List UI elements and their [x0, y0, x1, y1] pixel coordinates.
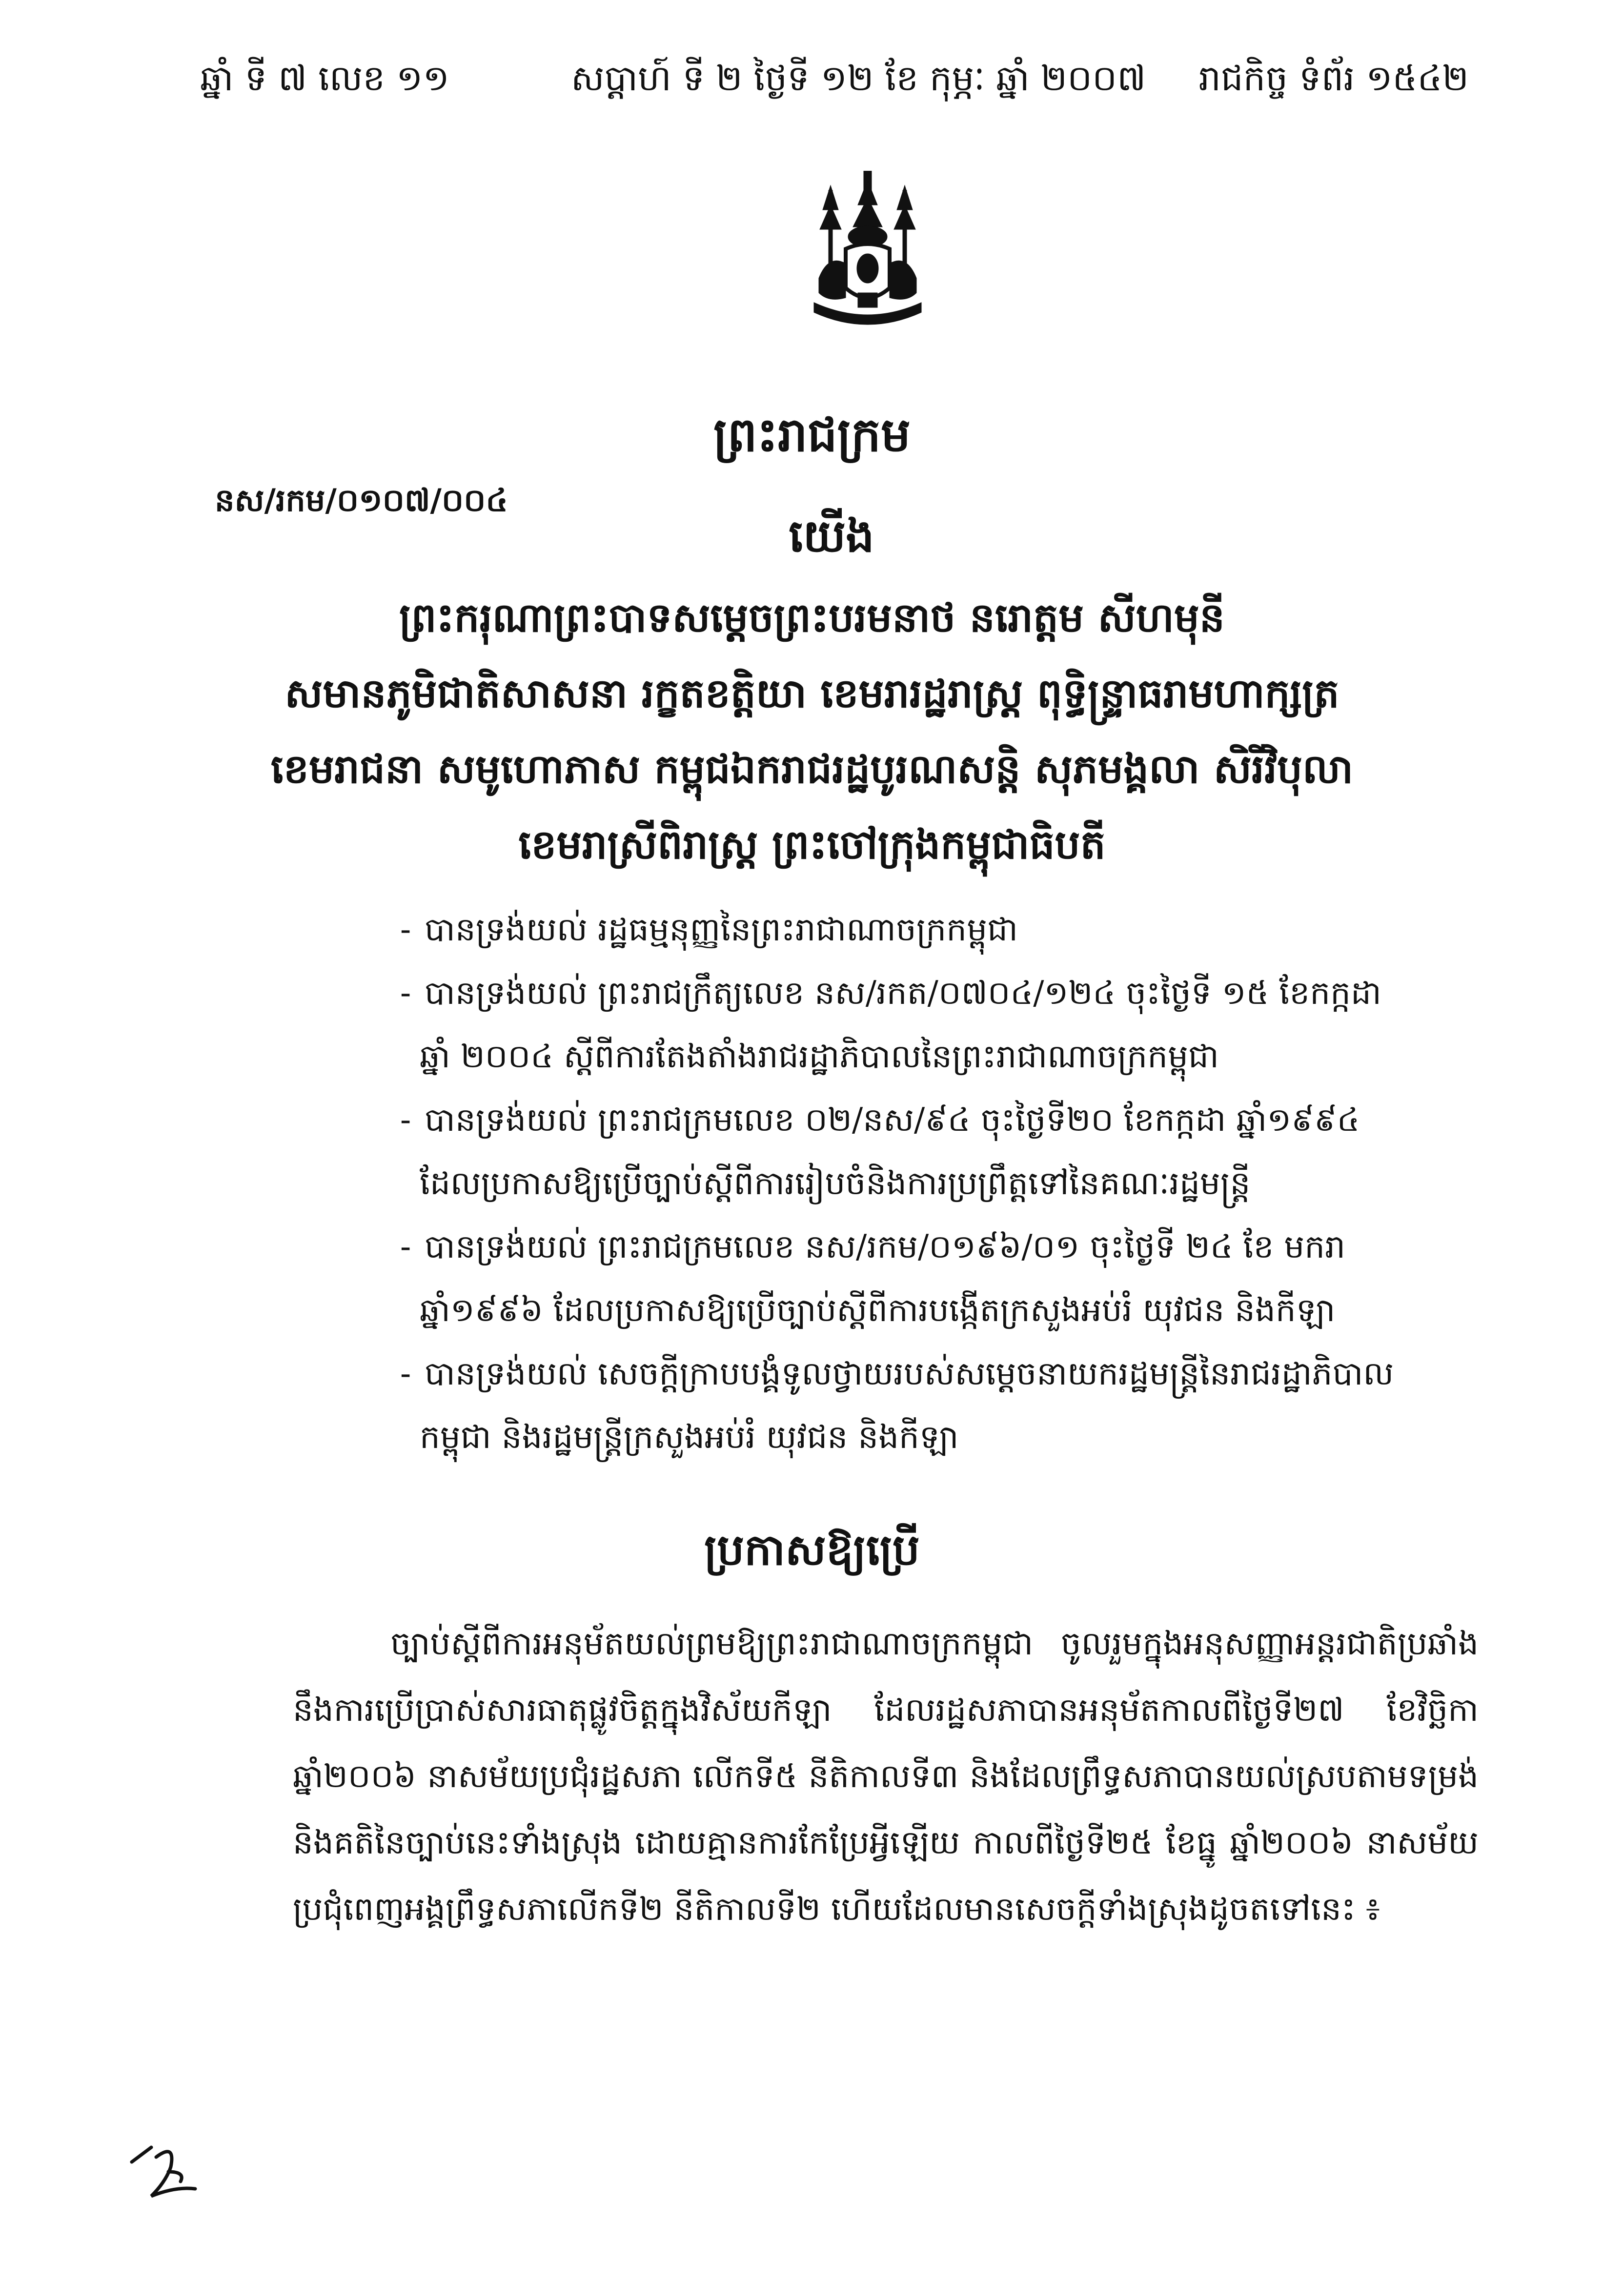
- consideration-continuation: ឆ្នាំ ២០០៤ ស្តីពីការតែងតាំងរាជរដ្ឋាភិបាលនៃព្រះរាជាណាចក្រកម្ពុជា: [420, 1038, 1219, 1075]
- king-title-line: ព្រះករុណាព្រះបាទសម្តេចព្រះបរមនាថ នរោត្តម សីហមុនី: [399, 594, 1225, 641]
- list-dash: -: [400, 911, 411, 948]
- consideration-item: [400, 1088, 1479, 1215]
- consideration-line: បានទ្រង់យល់ រដ្ឋធម្មនុញ្ញនៃព្រះរាជាណាចក្រកម្ពុជា: [425, 911, 1018, 948]
- considerations-list: [400, 898, 1479, 1469]
- king-title-line: សមានភូមិជាតិសាសនា រក្ខតខត្តិយា ខេមរារដ្ឋរាស្ត្រ ពុទ្ធិន្ទ្រាធរាមហាក្សត្រ: [284, 670, 1340, 717]
- document-number: នស/រកម/០១០៧/០០៤: [215, 482, 508, 519]
- consideration-item: [400, 961, 1479, 1088]
- body-paragraph: ច្បាប់ស្តីពីការអនុម័តយល់ព្រមឱ្យព្រះរាជាណាចក្រកម្ពុជា ចូលរួមក្នុងអនុសញ្ញាអន្តរជាតិប្រឆាំងនឹងការប្រើប្រាស់សារធាតុផ្លូវចិត្តក្នុងវិស័យកីឡា ដែលរដ្ឋសភាបានអនុម័តកាលពីថ្ងៃទី២៧ ខែវិច្ឆិកា ឆ្នាំ២០០៦ នាសម័យប្រជុំរដ្ឋសភា លើកទី៥ នីតិកាលទី៣ និងដែលព្រឹទ្ធសភាបានយល់ស្របតាមទម្រង់និងគតិនៃច្បាប់នេះទាំងស្រុង ដោយគ្មានការកែប្រែអ្វីឡើយ កាលពីថ្ងៃទី២៥ ខែធ្នូ ឆ្នាំ២០០៦ នាសម័យប្រជុំពេញអង្គព្រឹទ្ធសភាលើកទី២ នីតិកាលទី២ ហើយដែលមានសេចក្តីទាំងស្រុងដូចតទៅនេះ ៖: [293, 1625, 1479, 1928]
- header-page: រាជកិច្ច ទំព័រ ១៥៤២: [1198, 58, 1469, 99]
- king-title-line: ខេមរាជនា សមូហោភាស កម្ពុជឯករាជរដ្ឋបូរណសន្តិ សុភមង្គលា សិរីវិបុលា: [270, 746, 1354, 793]
- consideration-line: បានទ្រង់យល់ ព្រះរាជក្រមលេខ ០២/នស/៩៤ ចុះថ្ងៃទី២០ ខែកក្កដា ឆ្នាំ១៩៩៤: [425, 1101, 1360, 1139]
- handwritten-initials-icon: [122, 2142, 210, 2211]
- consideration-item: [400, 1215, 1479, 1342]
- royal-kram-title: ព្រះរាជក្រម: [713, 407, 911, 462]
- consideration-line: បានទ្រង់យល់ ព្រះរាជក្រមលេខ នស/រកម/០១៩៦/០១ ចុះថ្ងៃទី ២៤ ខែ មករា: [425, 1228, 1346, 1265]
- consideration-line: បានទ្រង់យល់ ព្រះរាជក្រឹត្យលេខ នស/រកត/០៧០៤/១២៤ ចុះថ្ងៃទី ១៥ ខែកក្កដា: [425, 974, 1381, 1012]
- king-title-line: ខេមរាស្រីពិរាស្ត្រ ព្រះចៅក្រុងកម្ពុជាធិបតី: [518, 821, 1106, 868]
- list-dash: -: [400, 974, 411, 1012]
- consideration-continuation: ដែលប្រកាសឱ្យប្រើច្បាប់ស្តីពីការរៀបចំនិងការប្រព្រឹត្តទៅនៃគណៈរដ្ឋមន្ត្រី: [420, 1164, 1251, 1202]
- proclaim-heading: ប្រកាសឱ្យប្រើ: [704, 1524, 920, 1575]
- royal-coat-of-arms-icon: [809, 171, 926, 332]
- consideration-line: បានទ្រង់យល់ សេចក្តីក្រាបបង្គំទូលថ្វាយរបស់សម្តេចនាយករដ្ឋមន្ត្រីនៃរាជរដ្ឋាភិបាល: [425, 1355, 1394, 1392]
- consideration-item: [400, 898, 1479, 961]
- running-header: [200, 49, 1469, 107]
- header-issue: ឆ្នាំ ទី ៧ លេខ ១១: [200, 58, 449, 99]
- we-heading: យើង: [789, 510, 874, 562]
- list-dash: -: [400, 1228, 411, 1265]
- header-date: សប្តាហ៍ ទី ២ ថ្ងៃទី ១២ ខែ កុម្ភៈ ឆ្នាំ ២០០៧: [571, 58, 1146, 99]
- consideration-continuation: ឆ្នាំ១៩៩៦ ដែលប្រកាសឱ្យប្រើច្បាប់ស្តីពីការបង្កើតក្រសួងអប់រំ យុវជន និងកីឡា: [420, 1291, 1336, 1329]
- list-dash: -: [400, 1101, 411, 1139]
- consideration-continuation: កម្ពុជា និងរដ្ឋមន្ត្រីក្រសួងអប់រំ យុវជន និងកីឡា: [420, 1418, 959, 1456]
- consideration-item: [400, 1342, 1479, 1469]
- list-dash: -: [400, 1355, 411, 1392]
